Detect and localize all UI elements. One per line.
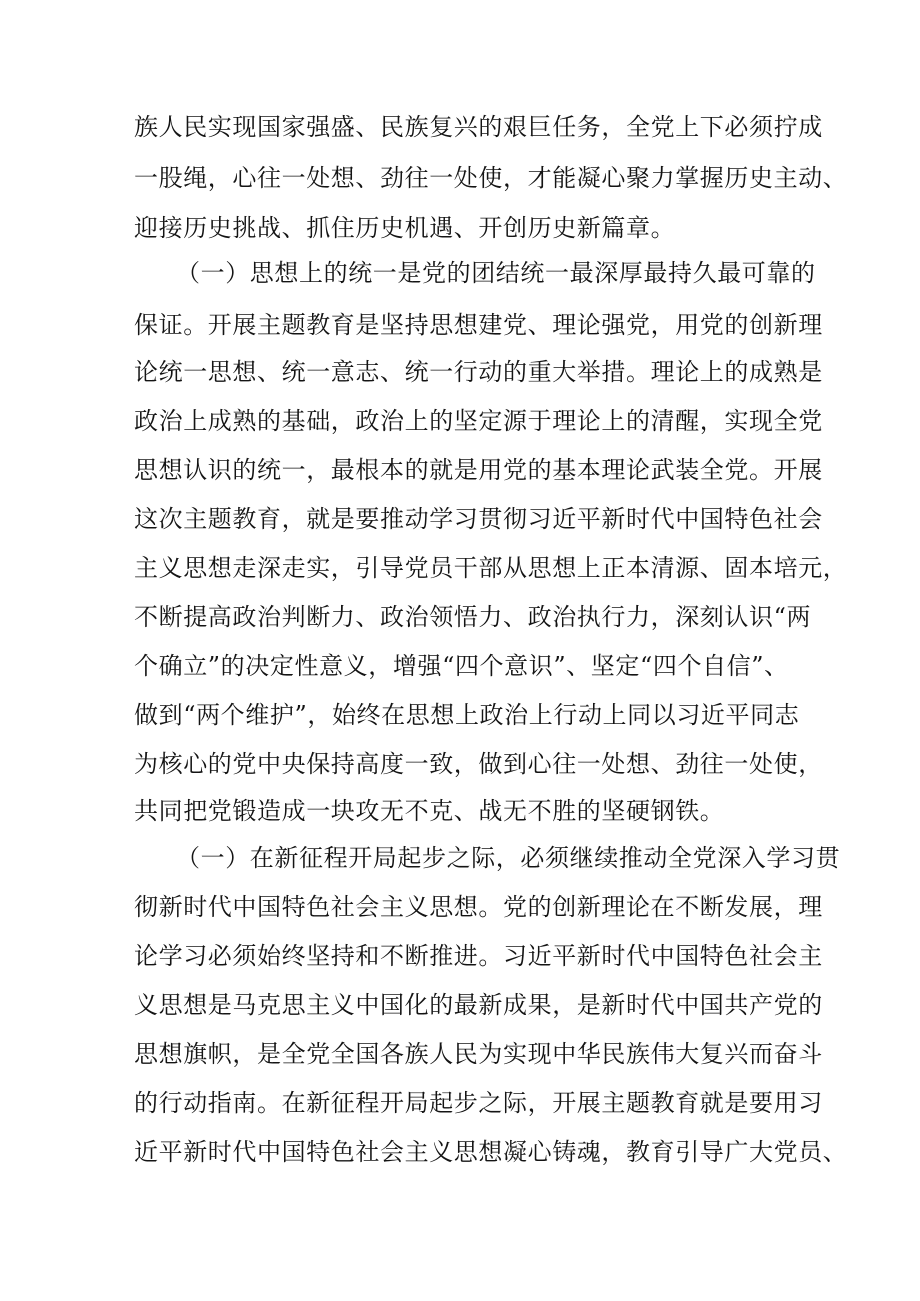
text-line: 义思想是马克思主义中国化的最新成果，是新时代中国共产党的 (134, 991, 823, 1019)
text-line: 族人民实现国家强盛、民族复兴的艰巨任务，全党上下必须拧成 (134, 113, 823, 141)
section-heading-line: （一）在新征程开局起步之际，必须继续推动全党深入学习贯 (176, 844, 841, 872)
text-line: 的行动指南。在新征程开局起步之际，开展主题教育就是要用习 (134, 1089, 823, 1117)
text-line: 近平新时代中国特色社会主义思想凝心铸魂，教育引导广大党员、 (134, 1138, 848, 1166)
text-line: 思想认识的统一，最根本的就是用党的基本理论武装全党。开展 (134, 456, 823, 484)
text-line: 一股绳，心往一处想、劲往一处使，才能凝心聚力掌握历史主动、 (134, 164, 848, 192)
text-line: 政治上成熟的基础，政治上的坚定源于理论上的清醒，实现全党 (134, 407, 823, 435)
text-line: 主义思想走深走实，引导党员干部从思想上正本清源、固本培元， (134, 554, 848, 582)
text-line: 做到“两个维护”，始终在思想上政治上行动上同以习近平同志 (134, 701, 800, 729)
text-line: 共同把党锻造成一块攻无不克、战无不胜的坚硬钢铁。 (134, 797, 725, 825)
text-line: 个确立”的决定性意义，增强“四个意识”、坚定“四个自信”、 (134, 652, 789, 680)
text-line: 迎接历史挑战、抓住历史机遇、开创历史新篇章。 (134, 214, 676, 242)
text-line: 这次主题教育，就是要推动学习贯彻习近平新时代中国特色社会 (134, 505, 823, 533)
text-line: 不断提高政治判断力、政治领悟力、政治执行力，深刻认识“两 (134, 603, 812, 631)
text-line: 保证。开展主题教育是坚持思想建党、理论强党，用党的创新理 (134, 311, 823, 339)
text-line: 论统一思想、统一意志、统一行动的重大举措。理论上的成熟是 (134, 358, 823, 386)
text-line: 彻新时代中国特色社会主义思想。党的创新理论在不断发展，理 (134, 893, 823, 921)
section-heading-line: （一）思想上的统一是党的团结统一最深厚最持久最可靠的 (176, 259, 816, 287)
text-line: 论学习必须始终坚持和不断推进。习近平新时代中国特色社会主 (134, 942, 823, 970)
text-line: 为核心的党中央保持高度一致，做到心往一处想、劲往一处使， (134, 750, 823, 778)
text-line: 思想旗帜，是全党全国各族人民为实现中华民族伟大复兴而奋斗 (134, 1040, 823, 1068)
